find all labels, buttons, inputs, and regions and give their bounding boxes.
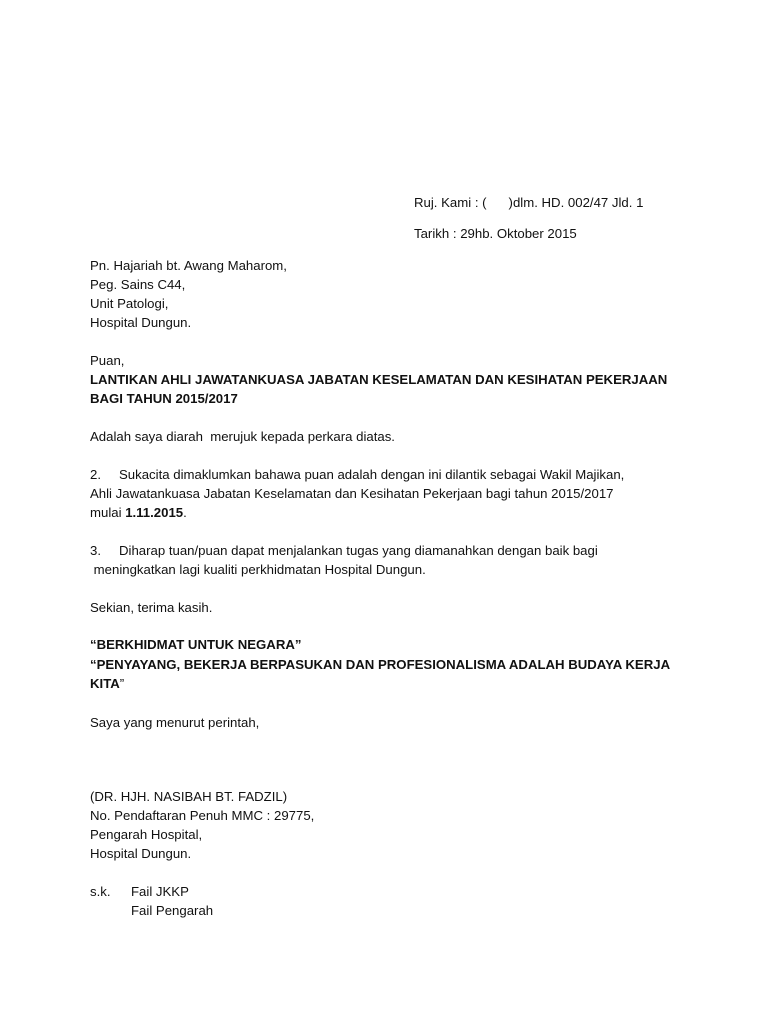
- salutation: Puan,: [90, 353, 125, 368]
- paragraph-2-line-2: Ahli Jawatankuasa Jabatan Keselamatan dan Kesihatan Pekerjaan bagi tahun 2015/2017: [90, 486, 614, 501]
- paragraph-3-number: 3.: [90, 543, 101, 558]
- signatory-hospital: Hospital Dungun.: [90, 846, 192, 861]
- signatory-title: Pengarah Hospital,: [90, 827, 203, 842]
- sk-label: s.k.: [90, 884, 111, 899]
- sk-item-fail-jkkp: Fail JKKP: [131, 884, 189, 899]
- sk-list: [131, 882, 213, 920]
- paragraph-1: Adalah saya diarah merujuk kepada perkara diatas.: [90, 429, 395, 444]
- paragraph-3-line-1: Diharap tuan/puan dapat menjalankan tugas yang diamanahkan dengan baik bagi: [119, 543, 598, 558]
- reference-line: [414, 193, 643, 212]
- date-line: [414, 224, 577, 243]
- tarikh-label: Tarikh :: [414, 226, 457, 241]
- subject-line-2: BAGI TAHUN 2015/2017: [90, 391, 238, 406]
- signatory-name: (DR. HJH. NASIBAH BT. FADZIL): [90, 789, 288, 804]
- recipient-unit: Unit Patologi,: [90, 296, 169, 311]
- recipient-address: [90, 256, 287, 332]
- start-date: 1.11.2015: [125, 505, 184, 520]
- paragraph-2-line-3: [90, 503, 187, 522]
- start-suffix: .: [183, 505, 187, 520]
- paragraph-2-number: 2.: [90, 467, 101, 482]
- signatory-block: [90, 787, 314, 863]
- motto-kita: KITA: [90, 676, 120, 691]
- motto-line-3: [90, 674, 124, 693]
- ruj-paren: ( ): [482, 195, 513, 210]
- recipient-hospital: Hospital Dungun.: [90, 315, 192, 330]
- recipient-name: Pn. Hajariah bt. Awang Maharom,: [90, 258, 287, 273]
- ruj-label: Ruj. Kami :: [414, 195, 479, 210]
- signatory-registration: No. Pendaftaran Penuh MMC : 29775,: [90, 808, 315, 823]
- sk-item-fail-pengarah: Fail Pengarah: [131, 903, 214, 918]
- subject-heading: [90, 370, 667, 408]
- ruj-value: dlm. HD. 002/47 Jld. 1: [512, 195, 644, 210]
- start-prefix: mulai: [90, 505, 126, 520]
- motto-close-quote: ”: [119, 676, 125, 691]
- subject-line-1: LANTIKAN AHLI JAWATANKUASA JABATAN KESELAMATAN DAN KESIHATAN PEKERJAAN: [90, 372, 668, 387]
- motto-line-2: “PENYAYANG, BEKERJA BERPASUKAN DAN PROFESIONALISMA ADALAH BUDAYA KERJA: [90, 657, 671, 672]
- motto-line-1: “BERKHIDMAT UNTUK NEGARA”: [90, 637, 302, 652]
- paragraph-3-line-2: meningkatkan lagi kualiti perkhidmatan Hospital Dungun.: [90, 562, 426, 577]
- paragraph-2-line-1: Sukacita dimaklumkan bahawa puan adalah dengan ini dilantik sebagai Wakil Majikan,: [119, 467, 625, 482]
- tarikh-value: 29hb. Oktober 2015: [460, 226, 577, 241]
- closing: Sekian, terima kasih.: [90, 600, 213, 615]
- recipient-position: Peg. Sains C44,: [90, 277, 186, 292]
- sign-off: Saya yang menurut perintah,: [90, 715, 260, 730]
